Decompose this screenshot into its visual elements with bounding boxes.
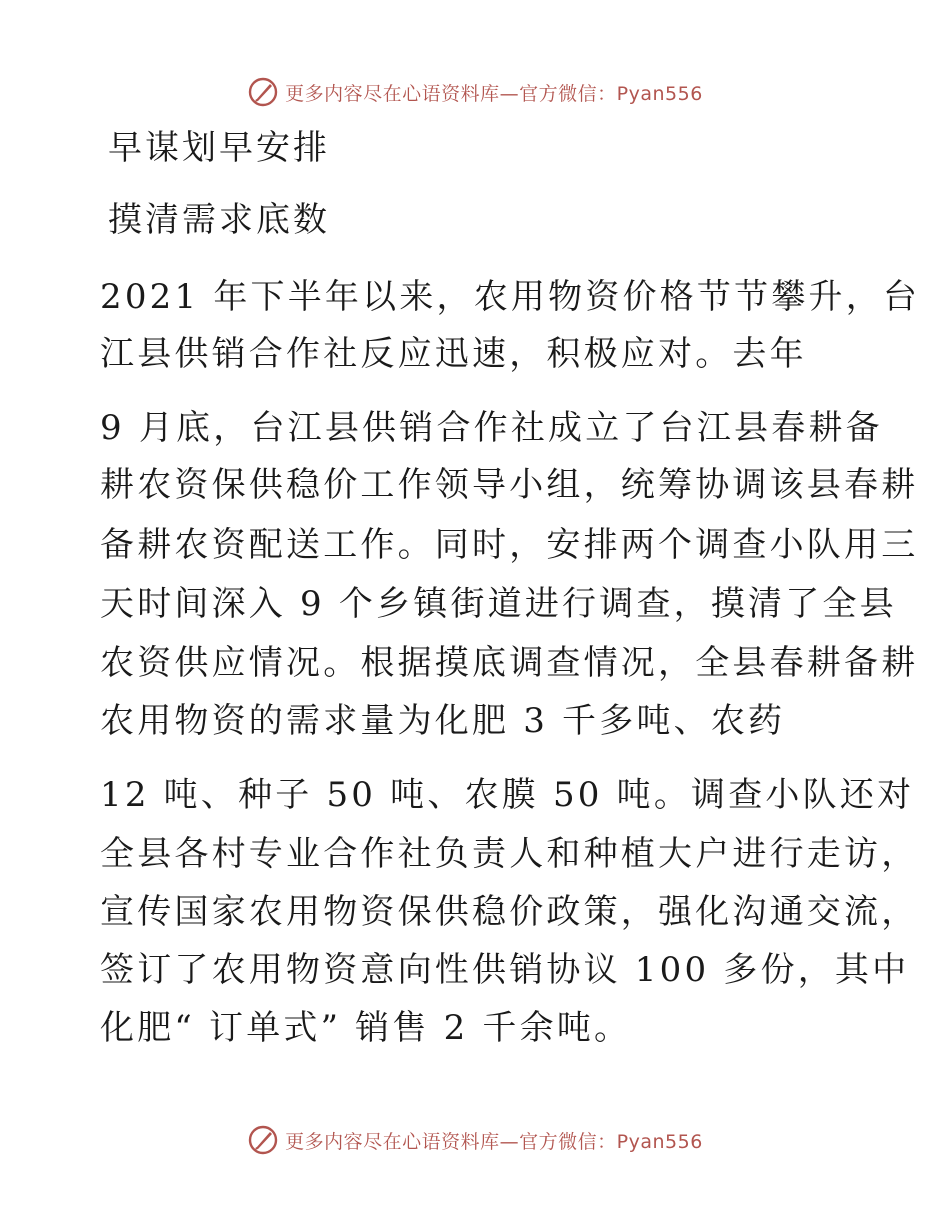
- body-line: 化肥“ 订单式” 销售 2 千余吨。: [100, 1008, 632, 1048]
- quill-logo-icon: [247, 1124, 279, 1156]
- watermark-text: 更多内容尽在心语资料库—官方微信：Pyan556: [285, 82, 703, 105]
- body-line: 天时间深入 9 个乡镇街道进行调查，摸清了全县: [100, 584, 897, 624]
- body-line: 9 月底，台江县供销合作社成立了台江县春耕备: [100, 408, 883, 448]
- watermark-footer: [0, 1120, 950, 1160]
- body-line: 全县各村专业合作社负责人和种植大户进行走访，: [100, 834, 919, 874]
- body-line: 农用物资的需求量为化肥 3 千多吨、农药: [100, 701, 786, 741]
- heading-demand-survey: 摸清需求底数: [108, 200, 330, 240]
- watermark-header: [0, 72, 950, 112]
- body-line: 江县供销合作社反应迅速，积极应对。去年: [100, 334, 807, 374]
- quill-logo-icon: [247, 76, 279, 108]
- body-line: 耕农资保供稳价工作领导小组，统筹协调该县春耕: [100, 465, 919, 505]
- heading-plan-early: 早谋划早安排: [108, 128, 330, 168]
- body-line: 备耕农资配送工作。同时，安排两个调查小队用三: [100, 525, 919, 565]
- body-line: 12 吨、种子 50 吨、农膜 50 吨。调查小队还对: [100, 775, 915, 815]
- body-line: 农资供应情况。根据摸底调查情况，全县春耕备耕: [100, 643, 919, 683]
- body-line: 2021 年下半年以来，农用物资价格节节攀升，台: [100, 277, 921, 317]
- body-line: 签订了农用物资意向性供销协议 100 多份，其中: [100, 950, 910, 990]
- body-line: 宣传国家农用物资保供稳价政策，强化沟通交流，: [100, 892, 919, 932]
- watermark-text: 更多内容尽在心语资料库—官方微信：Pyan556: [285, 1130, 703, 1153]
